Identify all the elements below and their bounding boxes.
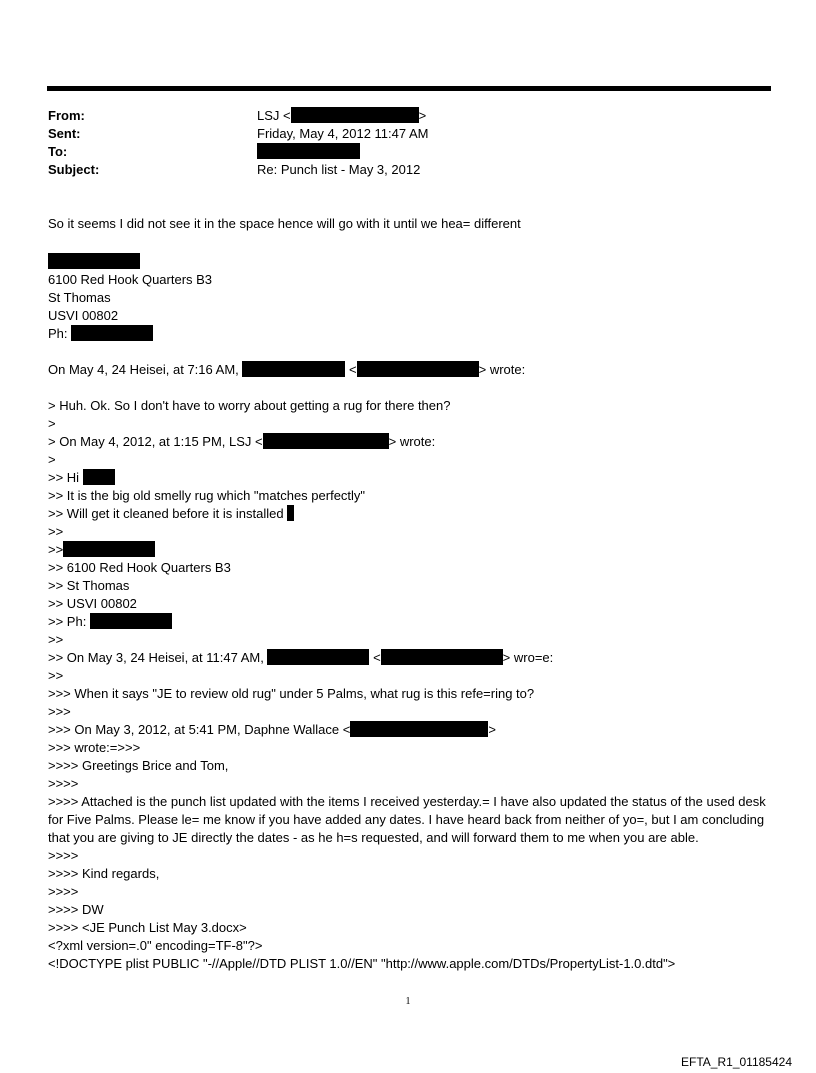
- quote-line: >>> wrote:=>>>: [48, 740, 141, 755]
- redaction-bar: [291, 107, 419, 123]
- redaction-bar: [71, 325, 153, 341]
- quote-text: <: [373, 650, 381, 665]
- redaction-bar: [90, 613, 172, 629]
- quote-line: >: [48, 416, 56, 431]
- quote-line: >>: [48, 668, 64, 683]
- quote-line: >>: [48, 632, 64, 647]
- quote-text: >>> On May 3, 2012, at 5:41 PM, Daphne Wallace <: [48, 722, 351, 737]
- quote-text: > wrote:: [388, 434, 436, 449]
- bates-number: EFTA_R1_01185424: [681, 1055, 792, 1069]
- quote-line: [48, 469, 772, 487]
- quote-line: >>>>: [48, 884, 79, 899]
- attachment-line: >>>> <JE Punch List May 3.docx>: [48, 920, 247, 935]
- quote-text: >> Hi: [48, 470, 80, 485]
- signature-name: [48, 251, 772, 271]
- redaction-bar: [267, 649, 369, 665]
- page-number: 1: [405, 996, 411, 1007]
- redaction-bar: [357, 361, 479, 377]
- quote-line: [48, 649, 772, 667]
- header-rule: [47, 86, 771, 91]
- redaction-bar: [263, 433, 389, 449]
- quote-line: >> 6100 Red Hook Quarters B3: [48, 560, 231, 575]
- quote-line: > Huh. Ok. So I don't have to worry about getting a rug for there then?: [48, 398, 451, 413]
- quote-text: >>: [48, 542, 64, 557]
- redaction-bar: [83, 469, 115, 485]
- quote-line: >> It is the big old smelly rug which "matches perfectly": [48, 488, 366, 503]
- quote-text: >> Ph:: [48, 614, 87, 629]
- body-line: St Thomas: [48, 290, 111, 305]
- reply-header-text: On May 4, 24 Heisei, at 7:16 AM,: [48, 362, 239, 377]
- quote-line: >>>> DW: [48, 902, 104, 917]
- quote-line: >>> When it says "JE to review old rug" under 5 Palms, what rug is this refe=ring to?: [48, 686, 535, 701]
- to-label: To:: [48, 144, 68, 159]
- from-value: [257, 107, 426, 125]
- redaction-bar: [381, 649, 503, 665]
- quote-line: >> USVI 00802: [48, 596, 137, 611]
- sent-label: Sent:: [48, 126, 81, 141]
- quote-line: >>: [48, 524, 64, 539]
- to-value: [257, 143, 360, 161]
- quote-line: >>>> Kind regards,: [48, 866, 160, 881]
- quote-text: > wro=e:: [502, 650, 554, 665]
- subject-label: Subject:: [48, 162, 100, 177]
- body-line: So it seems I did not see it in the space hence will go with it until we hea= different: [48, 216, 521, 231]
- blank-line: [48, 233, 772, 251]
- quote-line: >: [48, 452, 56, 467]
- from-prefix: LSJ <: [257, 108, 291, 123]
- body-line: 6100 Red Hook Quarters B3: [48, 272, 213, 287]
- body-line: USVI 00802: [48, 308, 119, 323]
- quote-line: [48, 721, 772, 739]
- redaction-bar: [350, 721, 488, 737]
- xml-line: <?xml version=.0" encoding=TF-8"?>: [48, 938, 263, 953]
- quote-text: >> Will get it cleaned before it is installed: [48, 506, 284, 521]
- from-suffix: >: [418, 108, 427, 123]
- quote-line: [48, 505, 772, 523]
- quote-line: >>>: [48, 704, 71, 719]
- redaction-bar: [257, 143, 360, 159]
- reply-header-text: > wrote:: [478, 362, 526, 377]
- from-label: From:: [48, 108, 85, 123]
- quote-line: [48, 541, 772, 559]
- phone-line: [48, 325, 772, 343]
- phone-label: Ph:: [48, 326, 68, 341]
- doctype-line: <!DOCTYPE plist PUBLIC "-//Apple//DTD PLIST 1.0//EN" "http://www.apple.com/DTDs/PropertyList-1.0.dtd">: [48, 956, 676, 971]
- quote-text: >: [488, 722, 496, 737]
- quote-paragraph: >>>> Attached is the punch list updated with the items I received yesterday.= I have also updated the status of the used desk for Five Palms. Please le= me know if you have added any dates. I have heard back from neither of yo=, but I am concluding that you are giving to JE directly the dates - as he h=s requested, and will forward them to me when you are able.: [48, 794, 766, 845]
- quote-line: [48, 613, 772, 631]
- reply-header-text: <: [349, 362, 357, 377]
- quote-line: >>>>: [48, 848, 79, 863]
- redaction-bar: [63, 541, 155, 557]
- quote-line: >>>> Greetings Brice and Tom,: [48, 758, 229, 773]
- sent-value: Friday, May 4, 2012 11:47 AM: [257, 126, 429, 141]
- quote-line: >> St Thomas: [48, 578, 130, 593]
- redaction-bar: [287, 505, 294, 521]
- email-body: [48, 215, 772, 973]
- redaction-bar: [242, 361, 345, 377]
- subject-value: Re: Punch list - May 3, 2012: [257, 162, 421, 177]
- redaction-bar: [48, 253, 140, 269]
- blank-line: [48, 343, 772, 361]
- quote-text: >> On May 3, 24 Heisei, at 11:47 AM,: [48, 650, 264, 665]
- quote-text: > On May 4, 2012, at 1:15 PM, LSJ <: [48, 434, 263, 449]
- quote-line: >>>>: [48, 776, 79, 791]
- blank-line: [48, 379, 772, 397]
- quote-line: [48, 433, 772, 451]
- reply-header-line: [48, 361, 772, 379]
